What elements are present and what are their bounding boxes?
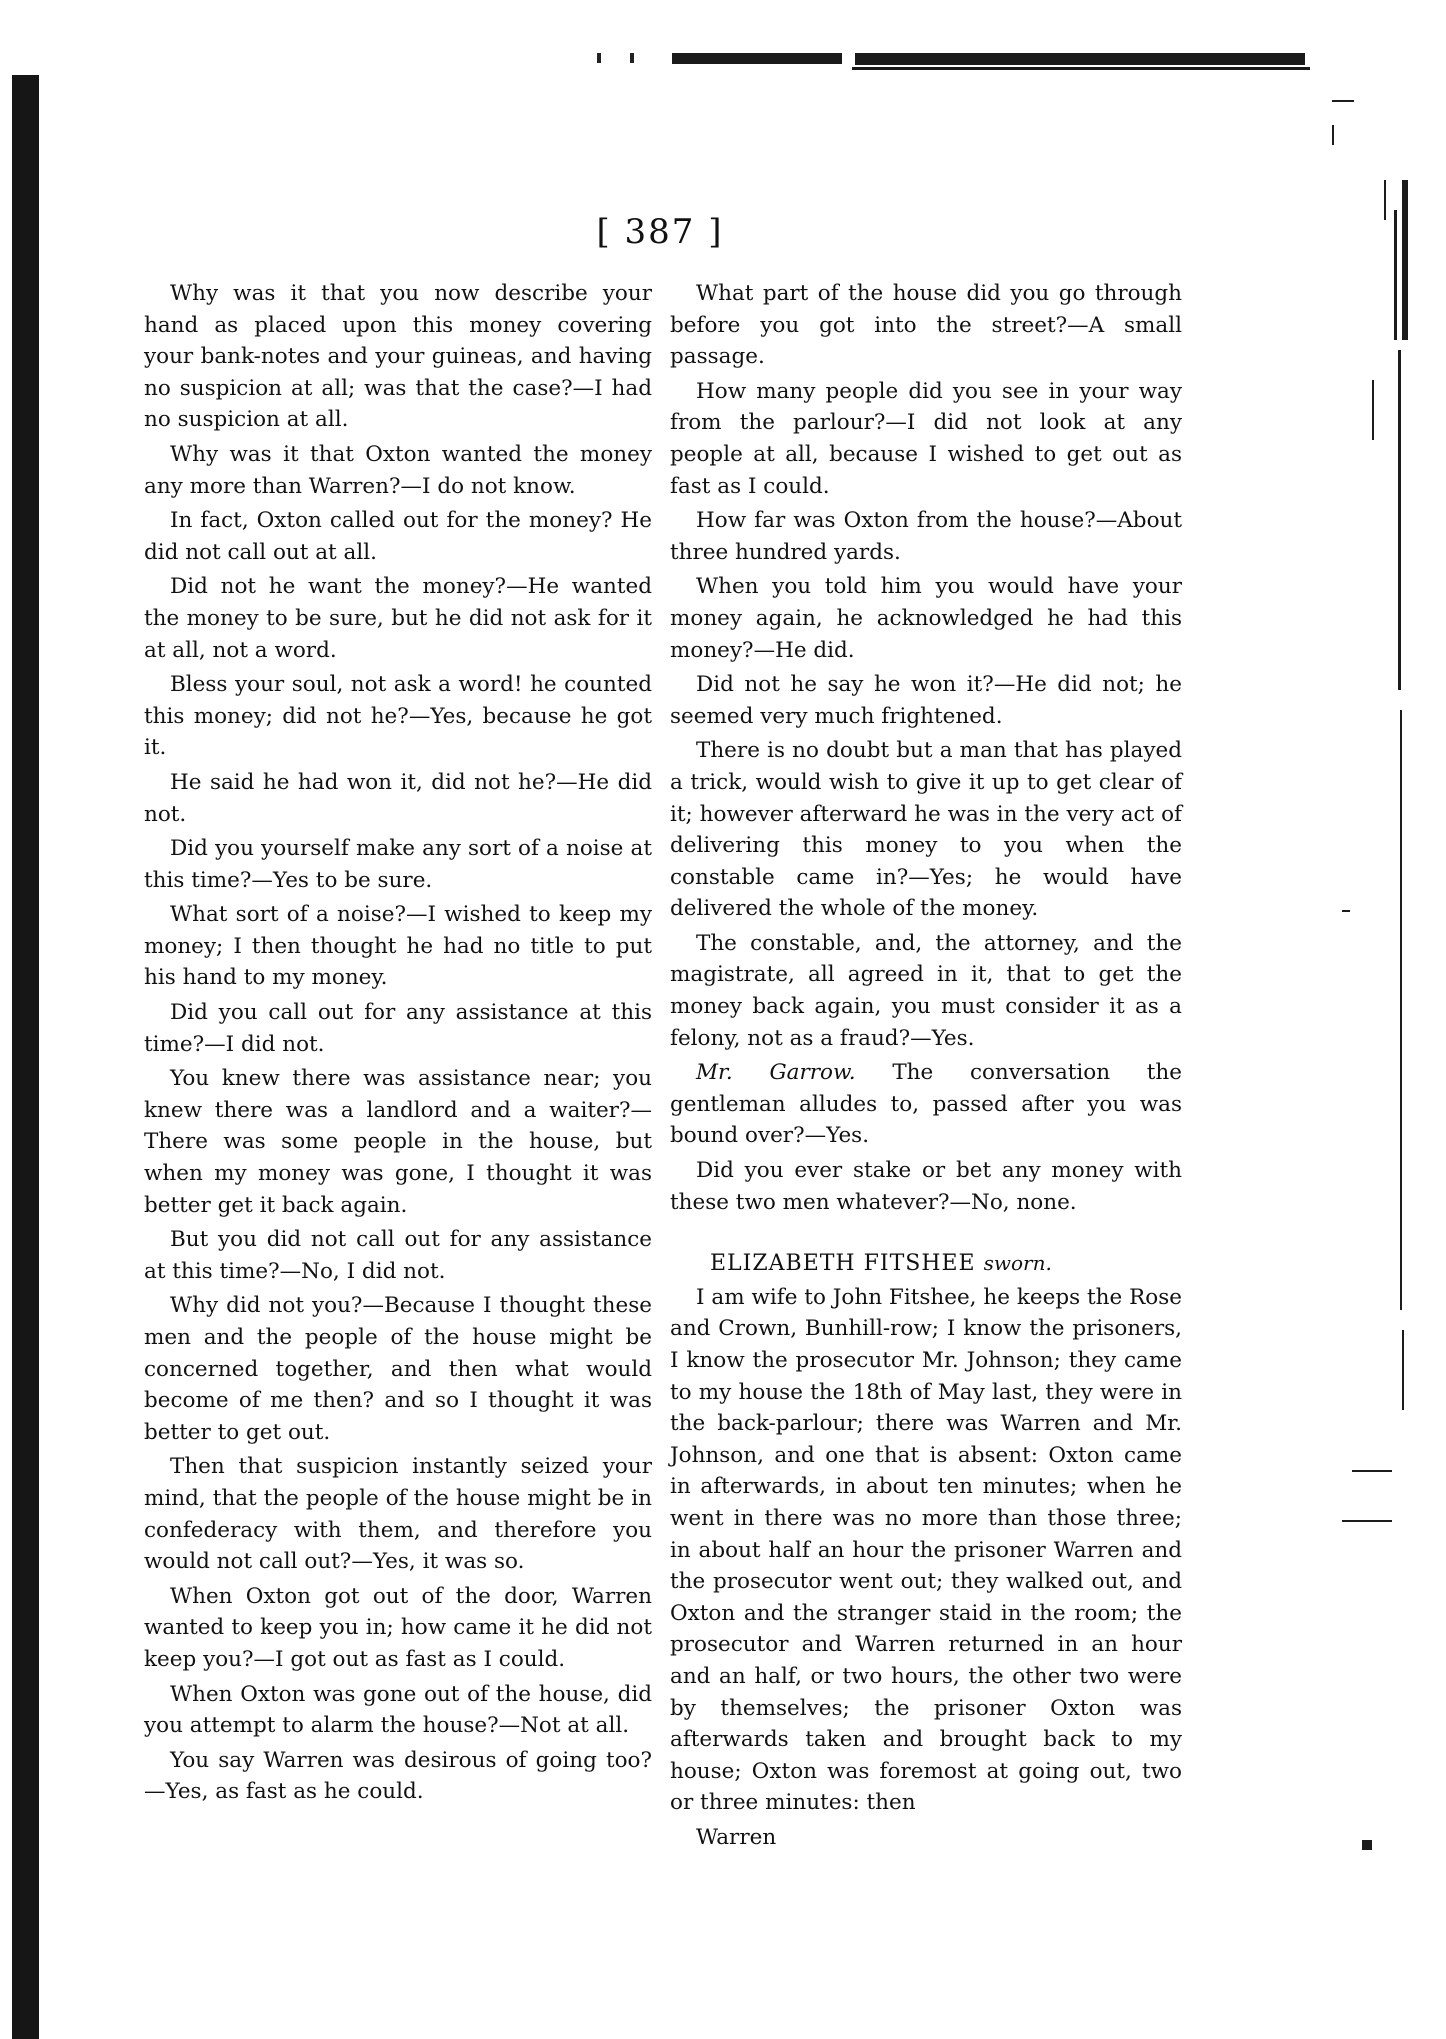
speaker-text: The conversation the gentleman alludes to, passed after you was bound over?—Yes. — [670, 1060, 1182, 1149]
paragraph: Did not he say he won it?—He did not; he seemed very much frightened. — [670, 672, 1182, 729]
paragraph: What sort of a noise?—I wished to keep my money; I then thought he had no title to put his hand to my money. — [144, 902, 652, 991]
paragraph: When you told him you would have your money again, he acknowledged he had this money?—He did. — [670, 574, 1182, 663]
paragraph: Did you ever stake or bet any money with these two men whatever?—No, none. — [670, 1158, 1182, 1215]
scan-speck — [597, 53, 601, 63]
paragraph: Did you yourself make any sort of a noise at this time?—Yes to be sure. — [144, 836, 652, 893]
scan-right-edge-marks — [1312, 150, 1420, 1970]
paragraph: The constable, and, the attorney, and the magistrate, all agreed in it, that to get the money back again, you must consider it as a felony, not as a fraud?—Yes. — [670, 930, 1182, 1051]
paragraph: You say Warren was desirous of going too?—Yes, as fast as he could. — [144, 1747, 652, 1805]
scan-binding-shadow — [12, 75, 39, 2039]
scan-top-rule — [855, 53, 1305, 65]
paragraph: Why was it that Oxton wanted the money any more than Warren?—I do not know. — [144, 441, 652, 499]
left-column — [144, 278, 652, 1811]
paragraph: You knew there was assistance near; you knew there was a landlord and a waiter?—There was some people in the house, but when my money was gone, I thought it was better get it back again. — [144, 1066, 652, 1218]
witness-testimony: I am wife to John Fitshee, he keeps the Rose and Crown, Bunhill-row; I know the prisoners, I know the prosecutor Mr. Johnson; they came to my house the 18th of May last, they were in the back-parlour; there was Warren and Mr. Johnson, and one that is absent: Oxton came in afterwards, in about ten minutes; when he went in there was no more than those three; in about half an hour the prisoner Warren and the prosecutor went out; they walked out, and Oxton and the stranger staid in the room; the prosecutor and Warren returned in an hour and an half, or two hours, the other two were by themselves; the prisoner Oxton was afterwards taken and brought back to my house; Oxton was foremost at going out, two or three minutes: then — [670, 1284, 1182, 1816]
paragraph: How many people did you see in your way from the parlour?—I did not look at any people at all, because I wished to get out as fast as I could. — [670, 378, 1182, 499]
paragraph: In fact, Oxton called out for the money? He did not call out at all. — [144, 508, 652, 565]
paragraph: But you did not call out for any assistance at this time?—No, I did not. — [144, 1227, 652, 1284]
catchword: Warren — [696, 1824, 777, 1850]
paragraph: When Oxton got out of the door, Warren wanted to keep you in; how came it he did not keep you?—I got out as fast as I could. — [144, 1583, 652, 1672]
paragraph: Why was it that you now describe your hand as placed upon this money covering your bank-notes and your guineas, and having no suspicion at all; was that the case?—I had no suspicion at all. — [144, 281, 652, 433]
witness-sworn: sworn. — [983, 1251, 1052, 1276]
paragraph: When Oxton was gone out of the house, did you attempt to alarm the house?—Not at all. — [144, 1681, 652, 1739]
scan-speck — [630, 53, 634, 63]
paragraph: Did not he want the money?—He wanted the money to be sure, but he did not ask for it at all, not a word. — [144, 574, 652, 663]
paragraph: Bless your soul, not ask a word! he counted this money; did not he?—Yes, because he got it. — [144, 672, 652, 761]
paragraph: He said he had won it, did not he?—He did not. — [144, 769, 652, 827]
speaker-name: Mr. Garrow. — [696, 1060, 856, 1086]
paragraph: Did you call out for any assistance at this time?—I did not. — [144, 1000, 652, 1057]
paragraph: Then that suspicion instantly seized your mind, that the people of the house might be in confederacy with them, and therefore you would not call out?—Yes, it was so. — [144, 1454, 652, 1575]
witness-name: ELIZABETH FITSHEE — [710, 1251, 976, 1277]
page-number: [ 387 ] — [596, 212, 724, 252]
scan-top-rule — [852, 67, 1310, 70]
paragraph: There is no doubt but a man that has played a trick, would wish to give it up to get clear of it; however afterward he was in the very act of delivering this money to you when the constable came in?—Yes; he would have delivered the whole of the money. — [670, 738, 1182, 922]
paragraph: How far was Oxton from the house?—About three hundred yards. — [670, 508, 1182, 565]
paragraph: Why did not you?—Because I thought these men and the people of the house might be concerned together, and then what would become of me then? and so I thought it was better to get out. — [144, 1293, 652, 1445]
witness-heading — [670, 1248, 1182, 1280]
paragraph: What part of the house did you go through before you got into the street?—A small passage. — [670, 281, 1182, 370]
garrow-paragraph — [670, 1057, 1182, 1152]
right-column — [670, 278, 1182, 1857]
scan-top-rule — [672, 53, 842, 64]
